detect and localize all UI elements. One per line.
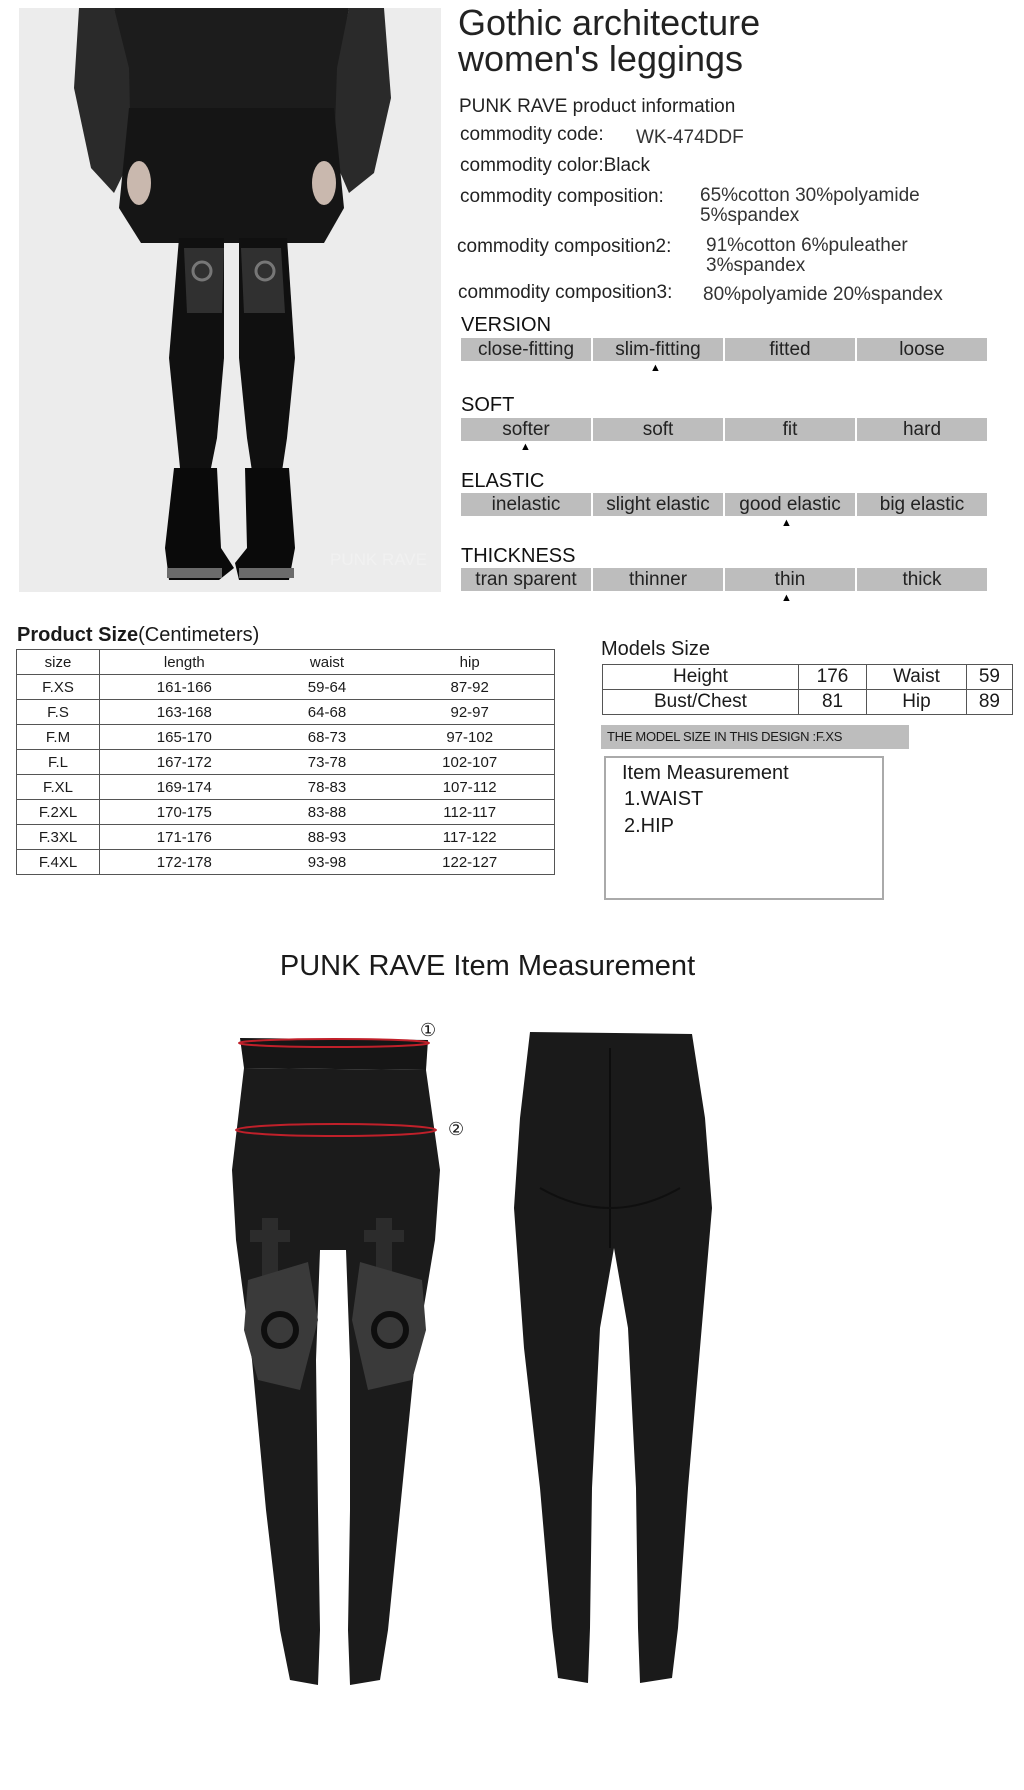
size-title-bold: Product Size [17,624,139,646]
brand-info: PUNK RAVE product information [459,96,736,117]
composition2-line2: 3%spandex [706,255,806,276]
cell-length: 167-172 [100,750,269,775]
cell-size: F.2XL [17,800,100,825]
header-hip: hip [385,650,554,675]
product-title-line1: Gothic architecture [458,2,761,43]
thickness-scale [461,568,987,591]
composition3-value: 80%polyamide 20%spandex [703,284,943,305]
composition2-line1: 91%cotton 6%puleather [706,235,908,256]
cell-length: 169-174 [100,775,269,800]
item-measurement-box [604,756,884,900]
model-cell: 176 [798,665,866,690]
model-cell: Bust/Chest [603,690,799,715]
model-photo [19,8,441,592]
table-row [17,675,555,700]
cell-waist: 83-88 [269,800,386,825]
model-cell: Waist [867,665,967,690]
table-row [17,775,555,800]
models-size-title: Models Size [601,638,710,660]
size-table-title [17,624,259,647]
elastic-selected-marker: ▲ [781,517,792,529]
cell-size: F.3XL [17,825,100,850]
model-cell: Height [603,665,799,690]
model-cell: Hip [867,690,967,715]
version-scale [461,338,987,361]
table-row [17,725,555,750]
cell-length: 165-170 [100,725,269,750]
elastic-option: slight elastic [593,493,723,516]
cell-size: F.4XL [17,850,100,875]
model-cell: 59 [966,665,1012,690]
table-row [17,800,555,825]
cell-hip: 97-102 [385,725,554,750]
version-option: close-fitting [461,338,591,361]
thickness-option: thin [725,568,855,591]
cell-size: F.M [17,725,100,750]
soft-option: fit [725,418,855,441]
cell-length: 170-175 [100,800,269,825]
elastic-option: good elastic [725,493,855,516]
color-info: commodity color:Black [460,155,651,176]
elastic-scale [461,493,987,516]
code-label: commodity code: [460,124,604,145]
cell-hip: 107-112 [385,775,554,800]
cell-size: F.XL [17,775,100,800]
hip-marker: ② [448,1119,465,1139]
table-row [603,665,1013,690]
cell-waist: 59-64 [269,675,386,700]
cell-hip: 112-117 [385,800,554,825]
cell-length: 161-166 [100,675,269,700]
composition1-line1: 65%cotton 30%polyamide [700,185,920,206]
cell-size: F.XS [17,675,100,700]
cell-size: F.L [17,750,100,775]
photo-watermark: PUNK RAVE [330,550,427,569]
elastic-option: big elastic [857,493,987,516]
model-size-note: THE MODEL SIZE IN THIS DESIGN :F.XS [601,725,909,749]
header-size: size [17,650,100,675]
cell-hip: 117-122 [385,825,554,850]
version-option: loose [857,338,987,361]
size-table-header [17,650,555,675]
cell-length: 172-178 [100,850,269,875]
version-label: VERSION [461,314,552,336]
composition1-line2: 5%spandex [700,205,800,226]
waist-marker: ① [420,1020,437,1040]
measurement-item: 1.WAIST [624,788,704,810]
cell-waist: 78-83 [269,775,386,800]
size-table [16,649,555,875]
header-length: length [100,650,269,675]
table-row [17,750,555,775]
thickness-option: thinner [593,568,723,591]
composition3-label: commodity composition3: [458,282,673,303]
size-title-unit: (Centimeters) [138,624,260,646]
composition2-label: commodity composition2: [457,236,672,257]
version-option: slim-fitting [593,338,723,361]
measurement-section-title: PUNK RAVE Item Measurement [279,950,696,982]
table-row [603,690,1013,715]
models-size-table [602,664,1013,715]
cell-hip: 122-127 [385,850,554,875]
cell-hip: 87-92 [385,675,554,700]
thickness-option: thick [857,568,987,591]
soft-label: SOFT [461,394,515,416]
thickness-selected-marker: ▲ [781,592,792,604]
model-cell: 89 [966,690,1012,715]
cell-waist: 73-78 [269,750,386,775]
product-title-line2: women's leggings [458,38,744,79]
version-option: fitted [725,338,855,361]
soft-scale [461,418,987,441]
soft-option: softer [461,418,591,441]
table-row [17,825,555,850]
composition1-label: commodity composition: [460,186,664,207]
header-waist: waist [269,650,386,675]
cell-waist: 88-93 [269,825,386,850]
cell-hip: 92-97 [385,700,554,725]
code-value: WK-474DDF [636,127,744,148]
thickness-option: tran sparent [461,568,591,591]
table-row [17,700,555,725]
measurement-item: 2.HIP [624,815,675,837]
model-cell: 81 [798,690,866,715]
soft-selected-marker: ▲ [520,441,531,453]
version-selected-marker: ▲ [650,362,661,374]
table-row [17,850,555,875]
soft-option: soft [593,418,723,441]
cell-waist: 68-73 [269,725,386,750]
cell-hip: 102-107 [385,750,554,775]
thickness-label: THICKNESS [461,545,576,567]
cell-size: F.S [17,700,100,725]
item-measurement-heading: Item Measurement [622,762,789,784]
elastic-label: ELASTIC [461,470,545,492]
elastic-option: inelastic [461,493,591,516]
cell-length: 163-168 [100,700,269,725]
cell-length: 171-176 [100,825,269,850]
cell-waist: 64-68 [269,700,386,725]
leggings-back-image [500,1028,740,1738]
cell-waist: 93-98 [269,850,386,875]
soft-option: hard [857,418,987,441]
